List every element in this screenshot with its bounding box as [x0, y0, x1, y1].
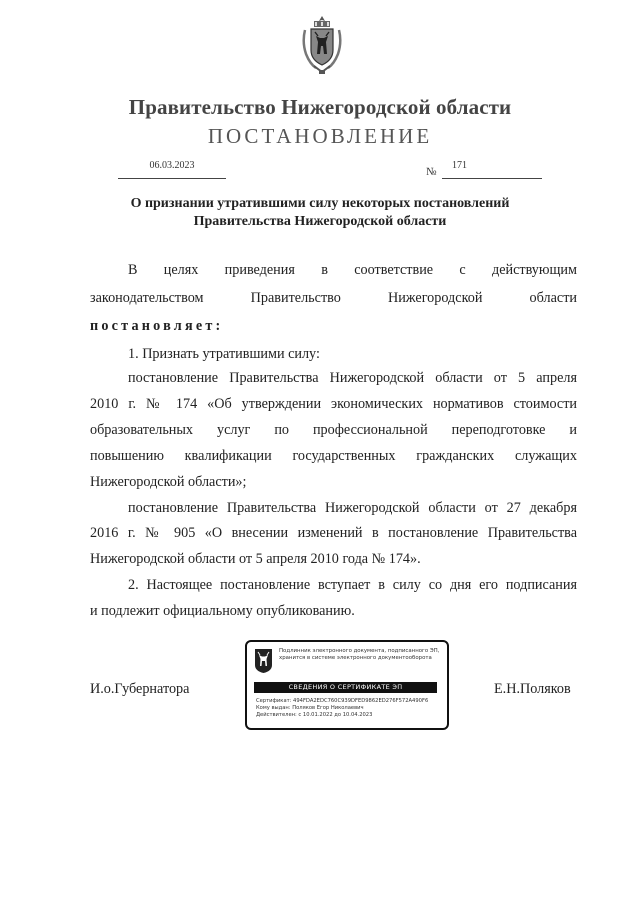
electronic-signature-stamp: [245, 640, 449, 730]
body-line: 2010 г. № 174 «Об утверждении экономических нормативов стоимости: [90, 396, 577, 412]
subject-line-1: О признании утратившими силу некоторых постановлений: [130, 196, 510, 211]
decree-word: постановляет:: [90, 318, 224, 334]
number-sign: №: [426, 166, 437, 178]
body-line: образовательных услуг по профессиональной переподготовке и: [90, 422, 577, 438]
body-line: законодательством Правительство Нижегородской области: [90, 290, 577, 306]
signer-name: Е.Н.Поляков: [494, 681, 571, 697]
stamp-header-line: хранится в системе электронного документооборота: [279, 655, 432, 661]
body-line: 2016 г. № 905 «О внесении изменений в постановление Правительства: [90, 525, 577, 541]
deer-emblem-icon: [254, 648, 273, 674]
body-line: В целях приведения в соответствие с действующим: [128, 262, 577, 278]
certificate-info-bar: СВЕДЕНИЯ О СЕРТИФИКАТЕ ЭП: [254, 682, 437, 693]
body-line: Нижегородской области»;: [90, 474, 247, 490]
body-line: 2. Настоящее постановление вступает в силу со дня его подписания: [128, 577, 577, 593]
certificate-validity: Действителен: с 10.01.2022 до 10.04.2023: [256, 712, 373, 718]
document-subject: [0, 195, 640, 231]
certificate-owner: Кому выдан: Поляков Егор Николаевич: [256, 705, 364, 711]
document-type: ПОСТАНОВЛЕНИЕ: [207, 124, 433, 148]
body-line: Нижегородской области от 5 апреля 2010 года № 174».: [90, 551, 421, 567]
signer-position: И.о.Губернатора: [90, 681, 190, 697]
stamp-header: [279, 648, 445, 662]
document-number: 171: [442, 160, 542, 179]
body-line: повышению квалификации государственных гражданских служащих: [90, 448, 577, 464]
stamp-header-line: Подлинник электронного документа, подписанного ЭП,: [279, 648, 440, 654]
coat-of-arms-icon: [302, 14, 342, 76]
body-line: 1. Признать утратившими силу:: [128, 346, 320, 362]
government-title: Правительство Нижегородской области: [128, 95, 512, 119]
body-line: постановление Правительства Нижегородской области от 27 декабря: [128, 500, 577, 516]
body-line: и подлежит официальному опубликованию.: [90, 603, 355, 619]
certificate-serial: Сертификат: 494FDA2EDC760C939DFED9862ED276F572A490F6: [256, 698, 429, 704]
subject-line-2: Правительства Нижегородской области: [193, 214, 447, 229]
body-line: постановление Правительства Нижегородской области от 5 апреля: [128, 370, 577, 386]
document-date: 06.03.2023: [118, 160, 226, 179]
certificate-details: [256, 698, 441, 719]
